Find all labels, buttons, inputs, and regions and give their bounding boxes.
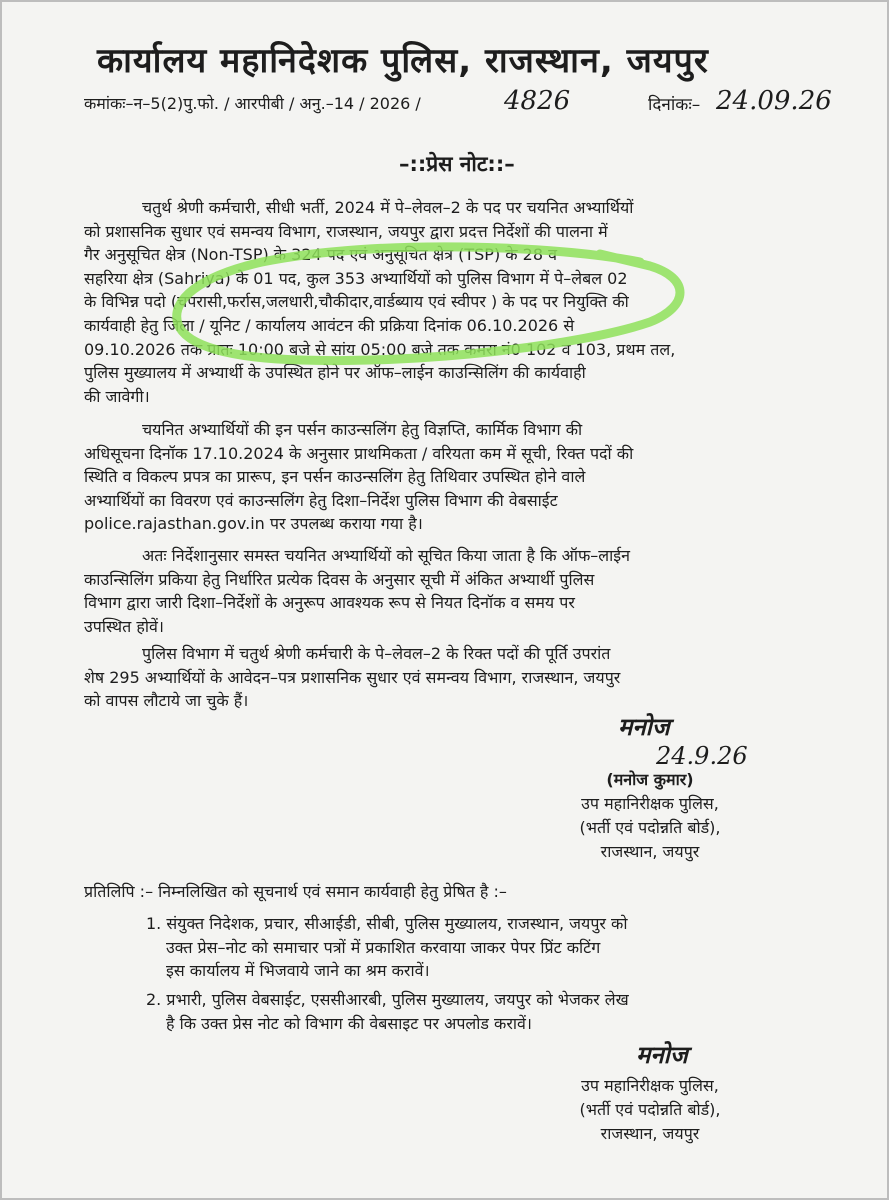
handwritten-signature: मनोज — [618, 712, 670, 741]
paragraph-line: काउन्सिलिंग प्रकिया हेतु निर्धारित प्रत्येक दिवस के अनुसार सूची में अंकित अभ्यार्थी पुलिस — [84, 569, 595, 589]
paragraph-line: चतुर्थ श्रेणी कर्मचारी, सीधी भर्ती, 2024 में पे–लेवल–2 के पद पर चयनित अभ्यार्थियों — [142, 198, 634, 217]
paragraph-line: शेष 295 अभ्यार्थियों के आवेदन–पत्र प्रशासनिक सुधार एवं समन्वय विभाग, राजस्थान, जयपुर — [84, 667, 621, 687]
paragraph-2 — [84, 418, 633, 536]
paragraph-1 — [84, 196, 675, 408]
paragraph-line: अधिसूचना दिनॉक 17.10.2024 के अनुसार प्राथमिकता / वरियता कम में सूची, रिक्त पदों की — [84, 443, 634, 463]
reference-number: कमांकः–न–5(2)पु.फो. / आरपीबी / अनु.–14 / 2026 / — [84, 94, 421, 113]
copy-to-line: इस कार्यालय में भिजवाये जाने का श्रम करावें। — [166, 961, 430, 981]
paragraph-line: police.rajasthan.gov.in पर उपलब्ध कराया गया है। — [84, 514, 423, 534]
signatory-department: (भर्ती एवं पदोन्नति बोर्ड), — [579, 1100, 721, 1119]
paragraph-line: गैर अनुसूचित क्षेत्र (Non-TSP) के 324 पद एवं अनुसूचित क्षेत्र (TSP) के 28 व — [84, 245, 557, 265]
handwritten-date: 24.09.26 — [716, 86, 832, 116]
paragraph-3 — [84, 544, 630, 638]
copy-to-line: है कि उक्त प्रेस नोट को विभाग की वेबसाइट पर अपलोड करावें। — [166, 1013, 532, 1033]
paragraph-line: पुलिस विभाग में चतुर्थ श्रेणी कर्मचारी के पे–लेवल–2 के रिक्त पदों की पूर्ति उपरांत — [142, 644, 611, 663]
paragraph-line: स्थिति व विकल्प प्रपत्र का प्रारूप, इन पर्सन काउन्सलिंग हेतु तिथिवार उपस्थित होने वाले — [84, 467, 586, 487]
paragraph-line: को प्रशासनिक सुधार एवं समन्वय विभाग, राजस्थान, जयपुर द्वारा प्रदत्त निर्देशों की पालना में — [84, 221, 608, 241]
handwritten-signature-2: मनोज — [636, 1040, 688, 1069]
signatory-department: (भर्ती एवं पदोन्नति बोर्ड), — [579, 818, 721, 837]
signatory-location: राजस्थान, जयपुर — [600, 1124, 700, 1143]
signature-block-1 — [530, 768, 770, 864]
signatory-name: (मनोज कुमार) — [606, 770, 694, 789]
copy-to-heading: प्रतिलिपि :– निम्नलिखित को सूचनार्थ एवं समान कार्यवाही हेतु प्रेषित है :– — [84, 882, 507, 901]
paragraph-line: कार्यवाही हेतु जिला / यूनिट / कार्यालय आवंटन की प्रक्रिया दिनांक 06.10.2026 से — [84, 315, 575, 335]
paragraph-line: सहरिया क्षेत्र (Sahriya) के 01 पद, कुल 353 अभ्यार्थियों को पुलिस विभाग में पे–लेबल 02 — [84, 268, 628, 288]
paragraph-line: चयनित अभ्यार्थियों की इन पर्सन काउन्सलिंग हेतु विज्ञप्ति, कार्मिक विभाग की — [142, 420, 583, 439]
handwritten-signature-date: 24.9.26 — [656, 742, 748, 770]
paragraph-line: अतः निर्देशानुसार समस्त चयनित अभ्यार्थियों को सूचित किया जाता है कि ऑफ–लाईन — [142, 546, 631, 565]
paragraph-line: को वापस लौटाये जा चुके हैं। — [84, 691, 249, 711]
copy-to-line: 2. प्रभारी, पुलिस वेबसाईट, एससीआरबी, पुलिस मुख्यालय, जयपुर को भेजकर लेख — [146, 990, 629, 1009]
signature-block-2 — [530, 1074, 770, 1146]
office-title: कार्यालय महानिदेशक पुलिस, राजस्थान, जयपुर — [97, 41, 709, 81]
handwritten-ref-number: 4826 — [504, 86, 571, 116]
signatory-designation: उप महानिरीक्षक पुलिस, — [581, 1076, 719, 1095]
paragraph-line: पुलिस मुख्यालय में अभ्यार्थी के उपस्थित होने पर ऑफ–लाईन काउन्सिलिंग की कार्यवाही — [84, 363, 586, 383]
paragraph-4 — [84, 642, 620, 713]
paragraph-line: उपस्थित होवें। — [84, 616, 164, 636]
paragraph-line: विभाग द्वारा जारी दिशा–निर्देशों के अनुरूप आवश्यक रूप से नियत दिनॉक व समय पर — [84, 593, 575, 613]
copy-to-line: 1. संयुक्त निदेशक, प्रचार, सीआईडी, सीबी, पुलिस मुख्यालय, राजस्थान, जयपुर को — [146, 914, 628, 933]
signatory-location: राजस्थान, जयपुर — [600, 842, 700, 861]
paragraph-line: 09.10.2026 तक प्रातः 10:00 बजे से सांय 05:00 बजे तक कमरा नं0 102 व 103, प्रथम तल, — [84, 339, 676, 359]
date-label: दिनांकः– — [648, 95, 701, 115]
signatory-designation: उप महानिरीक्षक पुलिस, — [581, 794, 719, 813]
press-note-heading: –::प्रेस नोट::– — [399, 152, 515, 176]
copy-to-item-1 — [146, 912, 628, 983]
paragraph-line: की जावेगी। — [84, 386, 150, 406]
copy-to-line: उक्त प्रेस–नोट को समाचार पत्रों में प्रकाशित करवाया जाकर पेपर प्रिंट कटिंग — [166, 937, 601, 957]
copy-to-item-2 — [146, 988, 629, 1035]
paragraph-line: के विभिन्न पदो (चपरासी,फर्रास,जलधारी,चौकीदार,वार्डब्याय एवं स्वीपर ) के पद पर नियुक्ति की — [84, 292, 629, 312]
paragraph-line: अभ्यार्थियों का विवरण एवं काउन्सलिंग हेतु दिशा–निर्देश पुलिस विभाग की वेबसाईट — [84, 490, 558, 510]
